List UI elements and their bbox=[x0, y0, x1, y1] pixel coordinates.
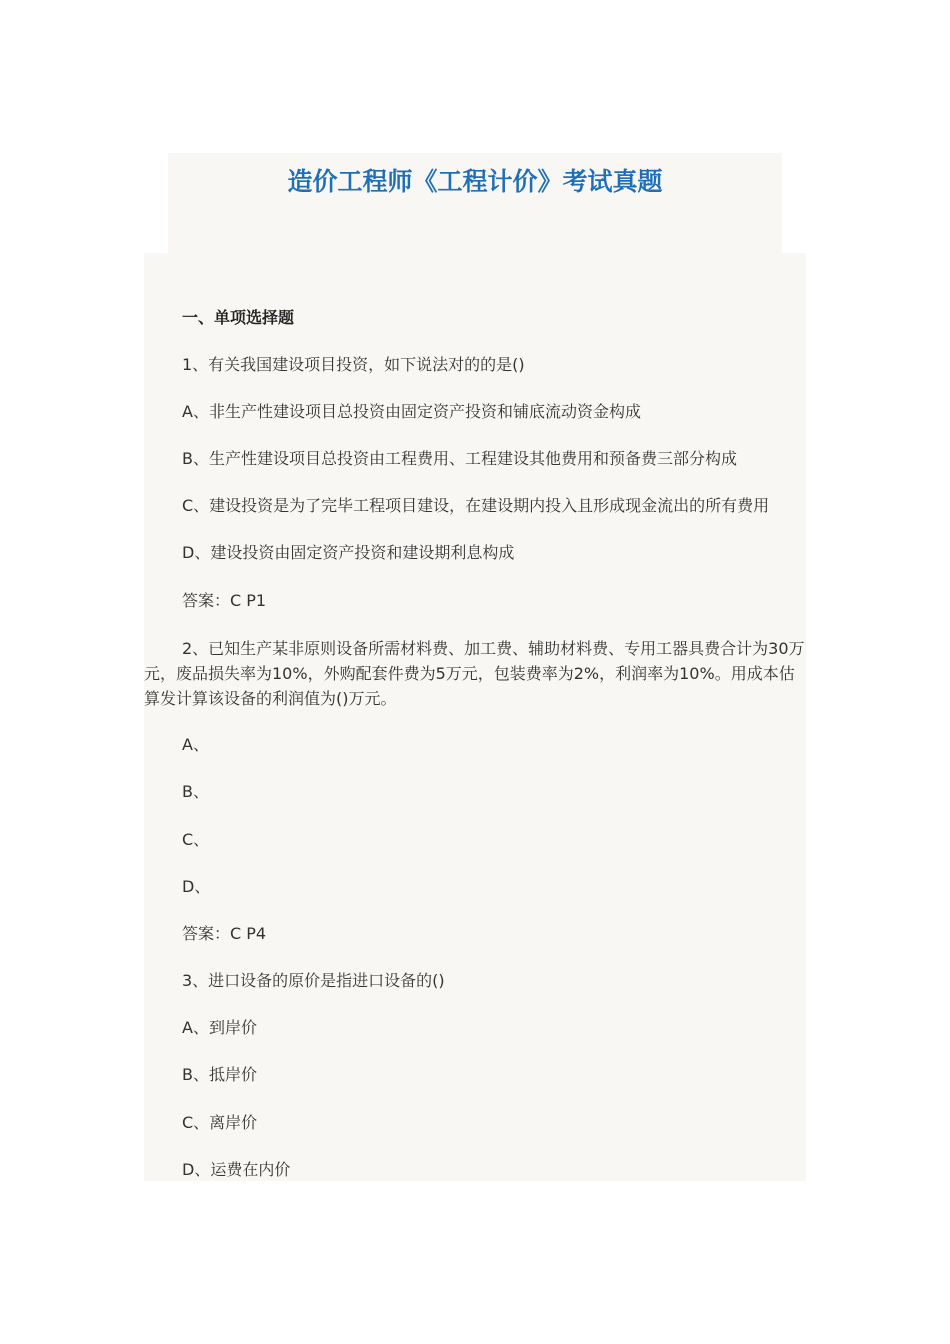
section-heading: 一、单项选择题 bbox=[182, 308, 295, 327]
title-block bbox=[168, 153, 782, 253]
q3-option-d: D、运费在内价 bbox=[182, 1160, 291, 1179]
q2-option-c: C、 bbox=[182, 830, 210, 849]
q1-option-d: D、建设投资由固定资产投资和建设期利息构成 bbox=[182, 543, 515, 562]
q2-answer: 答案：C P4 bbox=[182, 924, 267, 943]
q3-stem: 3、进口设备的原价是指进口设备的() bbox=[182, 971, 445, 990]
q3-option-c: C、离岸价 bbox=[182, 1113, 258, 1132]
q3-option-b: B、抵岸价 bbox=[182, 1065, 257, 1084]
q1-option-a: A、非生产性建设项目总投资由固定资产投资和铺底流动资金构成 bbox=[182, 402, 641, 421]
q1-stem: 1、有关我国建设项目投资，如下说法对的的是() bbox=[182, 355, 525, 374]
q1-answer: 答案：C P1 bbox=[182, 591, 267, 610]
q2-stem: 2、已知生产某非原则设备所需材料费、加工费、辅助材料费、专用工器具费合计为30万元，废品损失率为10%，外购配套件费为5万元，包装费率为2%，利润率为10%。用成本估算发计算该设备的利润值为()万元。 bbox=[144, 639, 805, 708]
q2-option-b: B、 bbox=[182, 782, 209, 801]
q3-option-a: A、到岸价 bbox=[182, 1018, 257, 1037]
content-block bbox=[144, 253, 806, 1181]
q1-option-c: C、建设投资是为了完毕工程项目建设，在建设期内投入且形成现金流出的所有费用 bbox=[182, 496, 770, 515]
document-title: 造价工程师《工程计价》考试真题 bbox=[287, 167, 663, 196]
q2-option-a: A、 bbox=[182, 735, 209, 754]
q2-option-d: D、 bbox=[182, 877, 211, 896]
q1-option-b: B、生产性建设项目总投资由工程费用、工程建设其他费用和预备费三部分构成 bbox=[182, 449, 737, 468]
